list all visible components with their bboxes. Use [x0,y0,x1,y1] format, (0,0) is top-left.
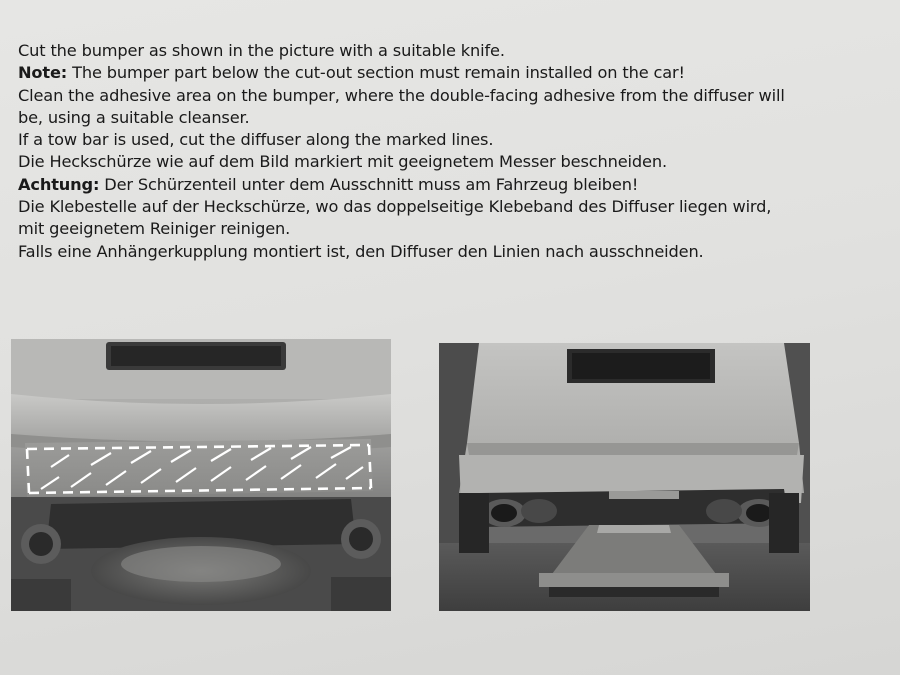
instruction-en-4: If a tow bar is used, cut the diffuser along the marked lines. [18,130,494,150]
instruction-de-1: Die Heckschürze wie auf dem Bild markiert mit geeignetem Messer beschneiden. [18,152,667,172]
instruction-en-3b: be, using a suitable cleanser. [18,107,250,127]
note-text: The bumper part below the cut-out section must remain installed on the car! [67,63,685,83]
tow-bar-photo [439,343,810,611]
instruction-de-4: Falls eine Anhängerkupplung montiert ist, den Diffuser den Linien nach ausschneiden. [18,241,704,261]
achtung-text: Der Schürzenteil unter dem Ausschnitt muss am Fahrzeug bleiben! [99,174,639,194]
instruction-de-3a: Die Klebestelle auf der Heckschürze, wo das doppelseitige Klebeband des Diffuser liegen wird, [18,197,772,217]
instruction-de-2 [18,174,896,196]
instruction-de-3b: mit geeignetem Reiniger reinigen. [18,219,291,239]
instruction-en-3a: Clean the adhesive area on the bumper, where the double-facing adhesive from the diffuser will [18,85,785,105]
bumper-cut-photo [11,339,391,611]
instruction-en-1: Cut the bumper as shown in the picture with a suitable knife. [18,41,505,60]
bumper-cut-illustration [11,339,391,611]
note-label: Note: [18,63,68,83]
car-rear-illustration [439,343,810,611]
instruction-text [18,40,896,263]
achtung-label: Achtung: [18,174,100,194]
instruction-en-2 [18,62,896,84]
